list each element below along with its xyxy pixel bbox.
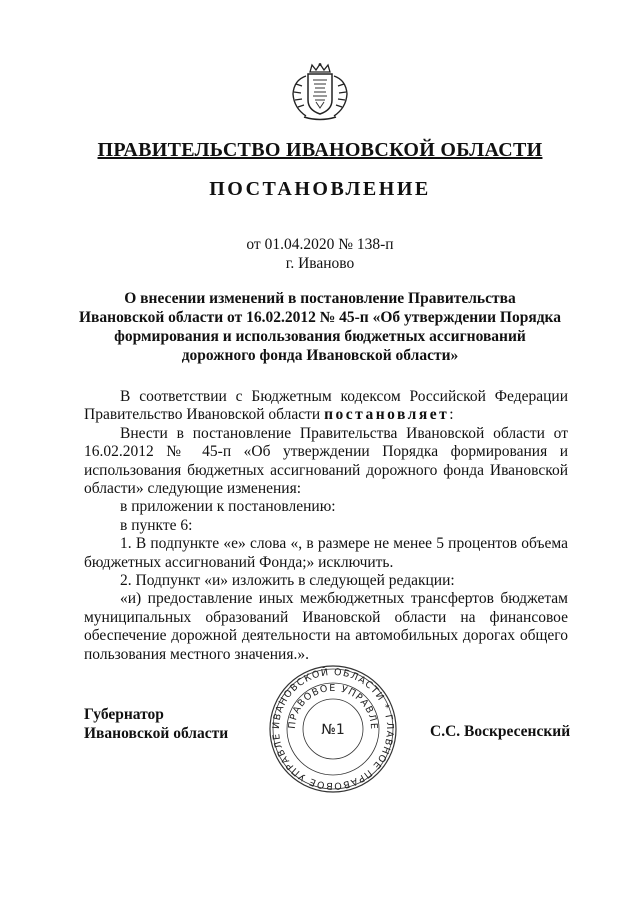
date-number-line: от 01.04.2020 № 138-п xyxy=(246,236,394,253)
body-paragraph: 1. В подпункте «е» слова «, в размере не менее 5 процентов объема бюджетных ассигнований Фонда;» исключить. xyxy=(84,535,568,571)
document-subject xyxy=(72,289,568,365)
coat-of-arms-emblem xyxy=(288,62,352,124)
city-line: г. Иваново xyxy=(285,255,355,272)
resolves-word: постановляет xyxy=(324,406,450,424)
signer-position xyxy=(84,705,228,743)
subject-line: О внесении изменений в постановление Правительства xyxy=(124,290,516,307)
subject-line: Ивановской области от 16.02.2012 № 45-п «Об утверждении Порядка xyxy=(78,309,562,326)
document-type-heading: ПОСТАНОВЛЕНИЕ xyxy=(209,178,431,200)
signer-position-line: Губернатор xyxy=(84,706,164,723)
stamp-outer-text: ИВАНОВСКОЙ ОБЛАСТИ * ГЛАВНОЕ ПРАВОВОЕ УПРАВЛЕ xyxy=(270,666,396,792)
signer-name: С.С. Воскресенский xyxy=(430,723,571,740)
paragraph-text: : xyxy=(449,406,454,424)
stamp-number: №1 xyxy=(321,722,345,738)
body-paragraph: «и) предоставление иных межбюджетных трансфертов бюджетам муниципальных образований Ивановской области на финансовое обеспечение дорожной деятельности на автомобильных дорогах общего пользования местного значения.». xyxy=(84,590,568,663)
body-paragraph: Внести в постановление Правительства Ивановской области от 16.02.2012 № 45-п «Об утверждении Порядка формирования и использования бюджетных ассигнований дорожного фонда Ивановской области» следующие изменения: xyxy=(84,424,568,498)
subject-line: дорожного фонда Ивановской области» xyxy=(181,347,459,364)
document-body xyxy=(84,388,568,664)
body-paragraph: в пункте 6: xyxy=(120,516,193,534)
paragraph-text: В соответствии с Бюджетным кодексом Российской Федерации Правительство Ивановской области xyxy=(84,388,568,424)
government-title: ПРАВИТЕЛЬСТВО ИВАНОВСКОЙ ОБЛАСТИ xyxy=(97,139,543,161)
subject-line: формирования и использования бюджетных ассигнований xyxy=(114,328,526,345)
body-paragraph xyxy=(84,388,568,425)
signer-position-line: Ивановской области xyxy=(84,725,229,742)
body-paragraph: 2. Подпункт «и» изложить в следующей редакции: xyxy=(120,572,455,590)
official-stamp xyxy=(268,664,398,794)
body-paragraph: в приложении к постановлению: xyxy=(120,498,336,516)
stamp-inner-text: ПРАВОВОЕ УПРАВЛЕ xyxy=(286,682,380,731)
